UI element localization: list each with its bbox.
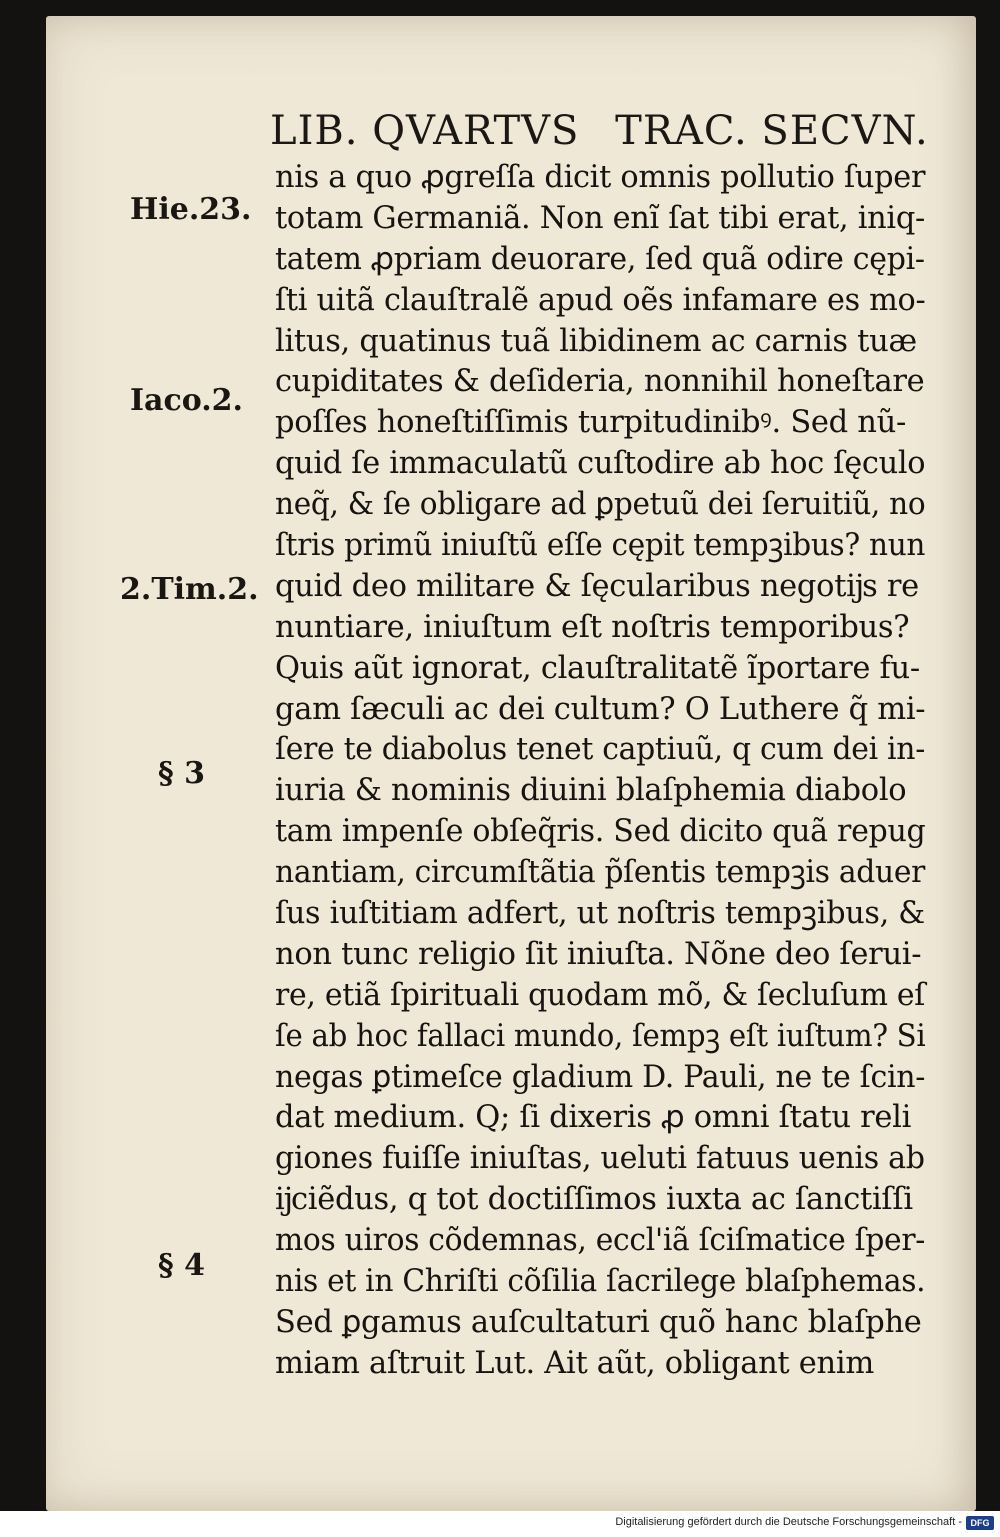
text-line: Quis aũt ignorat, clauſtralitatẽ ĩportare fu-	[275, 650, 920, 686]
text-line: ſus iuſtitiam adfert, ut noſtris tempꝫibus, &	[275, 896, 925, 932]
text-line: negas ꝑtimeſce gladium D. Pauli, ne te ſcin-	[275, 1059, 926, 1095]
text-line: miam aſtruit Lut. Ait aũt, obligant enim	[275, 1345, 874, 1381]
margin-note: 2.Tim.2.	[120, 572, 259, 607]
running-head	[270, 108, 929, 154]
section-mark: § 3	[158, 756, 206, 791]
text-line: non tunc religio ſit iniuſta. Nõne deo ſerui-	[275, 936, 922, 972]
text-line: re, etiã ſpirituali quodam mõ, & ſecluſum eſ	[275, 977, 926, 1013]
text-line: mos uiros cõdemnas, eccl'iã ſciſmatice ſper-	[275, 1223, 926, 1259]
text-line: ſti uitã clauſtralẽ apud oẽs infamare es mo-	[275, 282, 926, 318]
text-line: ſe ab hoc fallaci mundo, ſempꝫ eſt iuſtum? Si	[275, 1018, 926, 1054]
text-line: tam impenſe obſeq̃ris. Sed dicito quã repug	[275, 814, 926, 850]
text-line: ſtris primũ iniuſtũ eſſe cępit tempꝫibus? nun	[275, 528, 926, 564]
text-line: neq̃, & ſe obligare ad ꝑpetuũ dei ſeruitiũ, no	[275, 487, 926, 523]
text-line: nis a quo ꝓgreſſa dicit omnis pollutio ſuper	[275, 160, 926, 195]
text-line: giones fuiſſe iniuſtas, ueluti fatuus uenis ab	[275, 1141, 925, 1177]
footer-credit: Digitalisierung gefördert durch die Deutsche Forschungsgemeinschaft -	[615, 1516, 962, 1528]
text-line: tatem ꝓpriam deuorare, ſed quã odire cępi-	[275, 241, 925, 277]
text-line: dat medium. Q; ſi dixeris ꝓ omni ſtatu reli	[275, 1100, 912, 1136]
text-line: ſere te diabolus tenet captiuũ, q cum dei in-	[275, 732, 925, 768]
margin-note: Hie.23.	[130, 192, 252, 227]
text-line: ĳciẽdus, q tot doctiſſimos iuxta ac ſanctiſſi	[275, 1182, 913, 1218]
margin-note: Iaco.2.	[130, 383, 243, 418]
text-line: quid ſe immaculatũ cuſtodire ab hoc ſęculo	[275, 446, 926, 482]
text-line: quid deo militare & ſęcularibus negotĳs re	[275, 568, 919, 604]
running-head-left: LIB. QVARTVS	[270, 108, 580, 154]
section-mark: § 4	[158, 1248, 206, 1283]
text-line: totam Germaniã. Non enĩ ſat tibi erat, iniq-	[275, 200, 925, 236]
body-text	[275, 158, 925, 1385]
text-line: poſſes honeſtiſſimis turpitudinibꝰ. Sed nũ-	[275, 405, 906, 441]
text-line: cupiditates & deſideria, nonnihil honeſtare	[275, 364, 925, 400]
text-line: nantiam, circumſtãtia p̃ſentis tempꝫis aduer	[275, 855, 926, 891]
text-line: Sed ꝑgamus auſcultaturi quõ hanc blaſphe	[275, 1304, 922, 1340]
text-line: iuria & nominis diuini blaſphemia diabolo	[275, 773, 907, 809]
text-line: nuntiare, iniuſtum eſt noſtris temporibus?	[275, 609, 910, 645]
footer-bar	[0, 1511, 1000, 1537]
running-head-right: TRAC. SECVN.	[615, 108, 929, 154]
text-line: nis et in Chriſti cõſilia ſacrilege blaſphemas.	[275, 1264, 926, 1300]
text-line: litus, quatinus tuã libidinem ac carnis tuæ	[275, 323, 917, 359]
text-line: gam ſæculi ac dei cultum? O Luthere q̃ mi-	[275, 691, 926, 727]
dfg-logo: DFG	[966, 1516, 994, 1530]
